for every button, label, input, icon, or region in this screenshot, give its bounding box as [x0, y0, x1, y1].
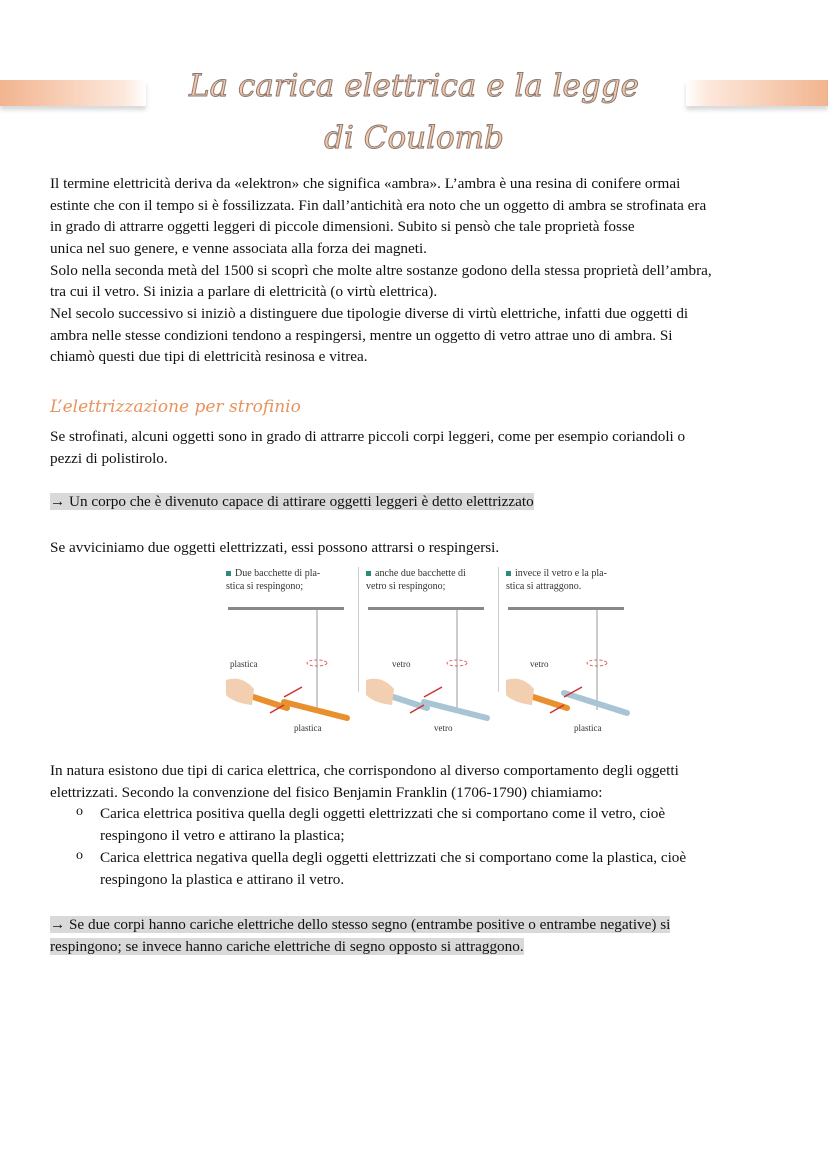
panel-divider — [358, 567, 359, 692]
hand — [366, 679, 394, 705]
section-heading: L’elettrizzazione per strofinio — [50, 397, 301, 417]
title-line-2: di Coulomb — [324, 120, 504, 156]
caption-line: anche due bacchette di — [375, 568, 466, 579]
support-bar — [228, 607, 344, 610]
para-line: Se avviciniamo due oggetti elettrizzati, essi possono attrarsi o respingersi. — [50, 539, 500, 556]
highlight-rule: → Se due corpi hanno cariche elettriche dello stesso segno (entrambe positive o entrambe negative) si — [50, 916, 671, 933]
bullet-icon: o — [76, 848, 83, 863]
figure-panel — [502, 565, 637, 740]
panel-divider — [498, 567, 499, 692]
intro-line: Il termine elettricità deriva da «elektron» che significa «ambra». L’ambra è una resina di conifere ormai — [50, 175, 681, 192]
intro-line: in grado di attrarre oggetti leggeri di piccole dimensioni. Subito si pensò che tale proprietà fosse — [50, 218, 635, 235]
decorative-bar-right — [686, 80, 828, 106]
force-arrow — [284, 687, 302, 697]
electrification-figure — [222, 565, 632, 740]
title-line-1: La carica elettrica e la legge — [189, 68, 639, 104]
rod-label-top: vetro — [392, 659, 411, 669]
suspended-rod — [284, 702, 347, 718]
rod-label-bottom: plastica — [574, 723, 602, 733]
rods-illustration — [502, 565, 637, 740]
support-bar — [508, 607, 624, 610]
bullet-text: Carica elettrica negativa quella degli oggetti elettrizzati che si comportano come la plastica, cioè — [100, 849, 687, 866]
support-bar — [368, 607, 484, 610]
para-line: pezzi di polistirolo. — [50, 450, 168, 467]
rod-label-top: vetro — [530, 659, 549, 669]
suspended-rod — [564, 693, 627, 713]
intro-line: Nel secolo successivo si iniziò a distinguere due tipologie diverse di virtù elettriche, infatti due oggetti di — [50, 305, 689, 322]
caption-line: stica si attraggono. — [506, 581, 582, 592]
caption-line: invece il vetro e la pla- — [515, 568, 607, 579]
para-line: elettrizzati. Secondo la convenzione del fisico Benjamin Franklin (1706-1790) chiamiamo: — [50, 784, 603, 801]
intro-line: tra cui il vetro. Si inizia a parlare di elettricità (o virtù elettrica). — [50, 283, 438, 300]
bullet-icon: o — [76, 804, 83, 819]
hand — [506, 679, 534, 705]
para-line: In natura esistono due tipi di carica elettrica, che corrispondono al diverso comportamento degli oggetti — [50, 762, 679, 779]
bullet-text: Carica elettrica positiva quella degli oggetti elettrizzati che si comportano come il vetro, cioè — [100, 805, 666, 822]
highlight-rule: respingono; se invece hanno cariche elettriche di segno opposto si attraggono. — [50, 938, 524, 955]
rods-illustration — [362, 565, 497, 740]
figure-panel — [222, 565, 357, 740]
caption-line: vetro si respingono; — [366, 581, 446, 592]
decorative-bar-left — [0, 80, 146, 106]
bullet-text: respingono la plastica e attirano il vetro. — [100, 871, 345, 888]
figure-panel — [362, 565, 497, 740]
intro-line: estinte che con il tempo si è fossilizzata. Fin dall’antichità era noto che un oggetto di ambra se strofinata era — [50, 197, 707, 214]
caption-line: stica si respingono; — [226, 581, 304, 592]
intro-line: chiamò questi due tipi di elettricità resinosa e vitrea. — [50, 348, 368, 365]
suspended-rod — [424, 702, 487, 718]
intro-line: unica nel suo genere, e venne associata alla forza dei magneti. — [50, 240, 427, 257]
intro-line: ambra nelle stesse condizioni tendono a respingersi, mentre un oggetto di vetro attrae uno di ambra. Si — [50, 327, 673, 344]
rod-label-bottom: vetro — [434, 723, 453, 733]
para-line: Se strofinati, alcuni oggetti sono in grado di attrarre piccoli corpi leggeri, come per esempio coriandoli o — [50, 428, 686, 445]
hand — [226, 679, 254, 705]
rod-label-top: plastica — [230, 659, 258, 669]
rods-illustration — [222, 565, 357, 740]
caption-line: Due bacchette di pla- — [235, 568, 321, 579]
highlight-definition: → Un corpo che è divenuto capace di attirare oggetti leggeri è detto elettrizzato — [50, 493, 534, 510]
force-arrow — [424, 687, 442, 697]
intro-line: Solo nella seconda metà del 1500 si scoprì che molte altre sostanze godono della stessa proprietà dell’ambra, — [50, 262, 712, 279]
rod-label-bottom: plastica — [294, 723, 322, 733]
bullet-text: respingono il vetro e attirano la plastica; — [100, 827, 345, 844]
